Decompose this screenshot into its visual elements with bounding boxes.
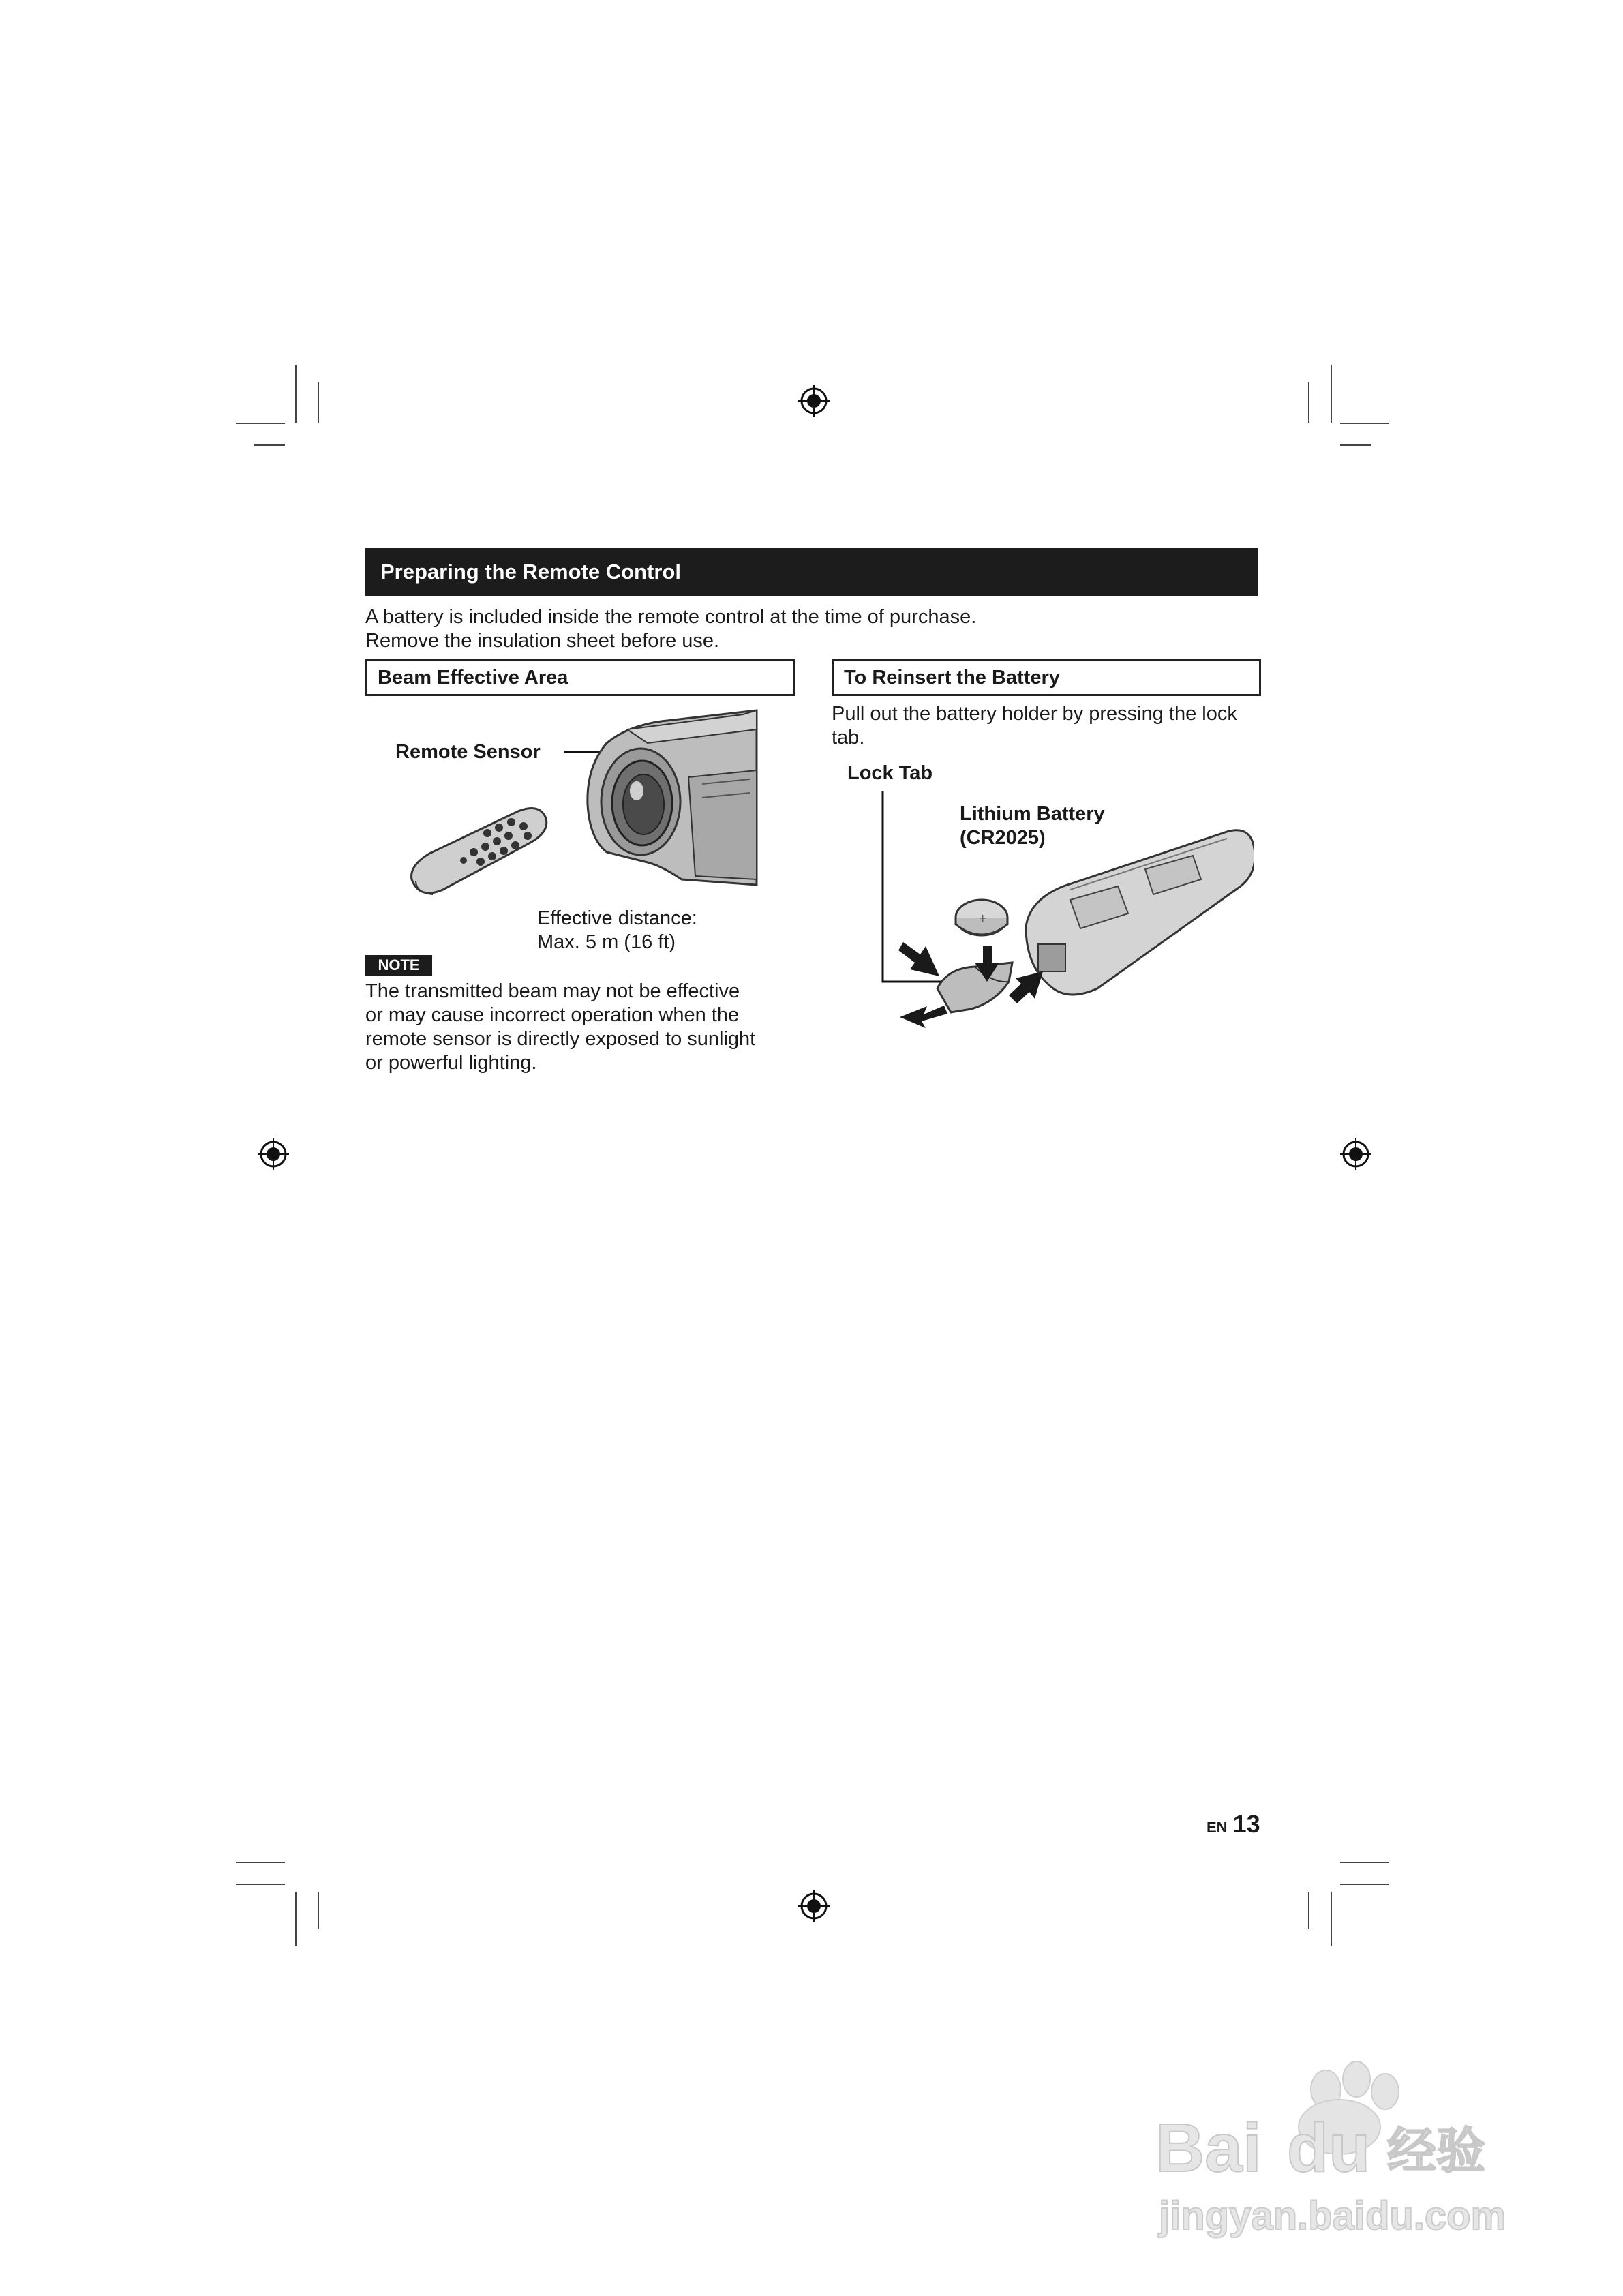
remote-control-icon: [1026, 830, 1254, 995]
note-line: The transmitted beam may not be effective: [365, 980, 740, 1002]
arrow-left-icon: [900, 1006, 947, 1028]
distance-line: Effective distance:: [537, 907, 697, 929]
arrow-icon: [898, 942, 939, 976]
remote-sensor-label: Remote Sensor: [395, 741, 541, 763]
reinsert-battery-heading: To Reinsert the Battery: [832, 659, 1261, 696]
registration-mark-icon: [258, 1138, 289, 1170]
beam-area-heading: Beam Effective Area: [365, 659, 795, 696]
beam-area-illustration: [402, 702, 763, 920]
battery-model-label: (CR2025): [960, 827, 1046, 849]
instruction-line: tab.: [832, 727, 865, 749]
distance-line: Max. 5 m (16 ft): [537, 931, 676, 953]
svg-text:经验: 经验: [1387, 2122, 1486, 2179]
intro-line: Remove the insulation sheet before use.: [365, 630, 720, 652]
effective-distance: [537, 907, 697, 954]
note-line: or may cause incorrect operation when the: [365, 1004, 740, 1026]
svg-text:du: du: [1287, 2110, 1371, 2186]
reinsert-instruction: [832, 702, 1237, 750]
svg-text:Bai: Bai: [1155, 2110, 1262, 2186]
arrow-icon: [1009, 971, 1043, 1003]
baidu-watermark-logo: [1132, 2052, 1541, 2256]
note-line: remote sensor is directly exposed to sunlight: [365, 1028, 756, 1050]
instruction-line: Pull out the battery holder by pressing the lock: [832, 703, 1237, 725]
intro-line: A battery is included inside the remote control at the time of purchase.: [365, 606, 977, 628]
battery-holder-icon: [937, 963, 1012, 1012]
svg-text:+: +: [978, 911, 988, 924]
intro-text: [365, 605, 976, 653]
battery-reinsert-illustration: [873, 784, 1254, 1036]
registration-mark-icon: [798, 385, 830, 417]
lithium-battery-label: Lithium Battery: [960, 803, 1105, 825]
page-number-value: 13: [1232, 1810, 1260, 1838]
remote-control-icon: [412, 809, 547, 895]
page-number: [1207, 1810, 1260, 1839]
lock-tab-label: Lock Tab: [847, 762, 933, 784]
note-line: or powerful lighting.: [365, 1052, 537, 1074]
language-code: EN: [1207, 1819, 1228, 1836]
svg-text:jingyan.baidu.com: jingyan.baidu.com: [1159, 2194, 1506, 2238]
registration-mark-icon: [1340, 1138, 1371, 1170]
note-text: [365, 980, 755, 1075]
registration-mark-icon: [798, 1890, 830, 1922]
camcorder-icon: [588, 710, 757, 885]
section-title: Preparing the Remote Control: [365, 548, 1258, 596]
note-badge: NOTE: [365, 955, 432, 976]
coin-battery-icon: [956, 900, 1007, 935]
